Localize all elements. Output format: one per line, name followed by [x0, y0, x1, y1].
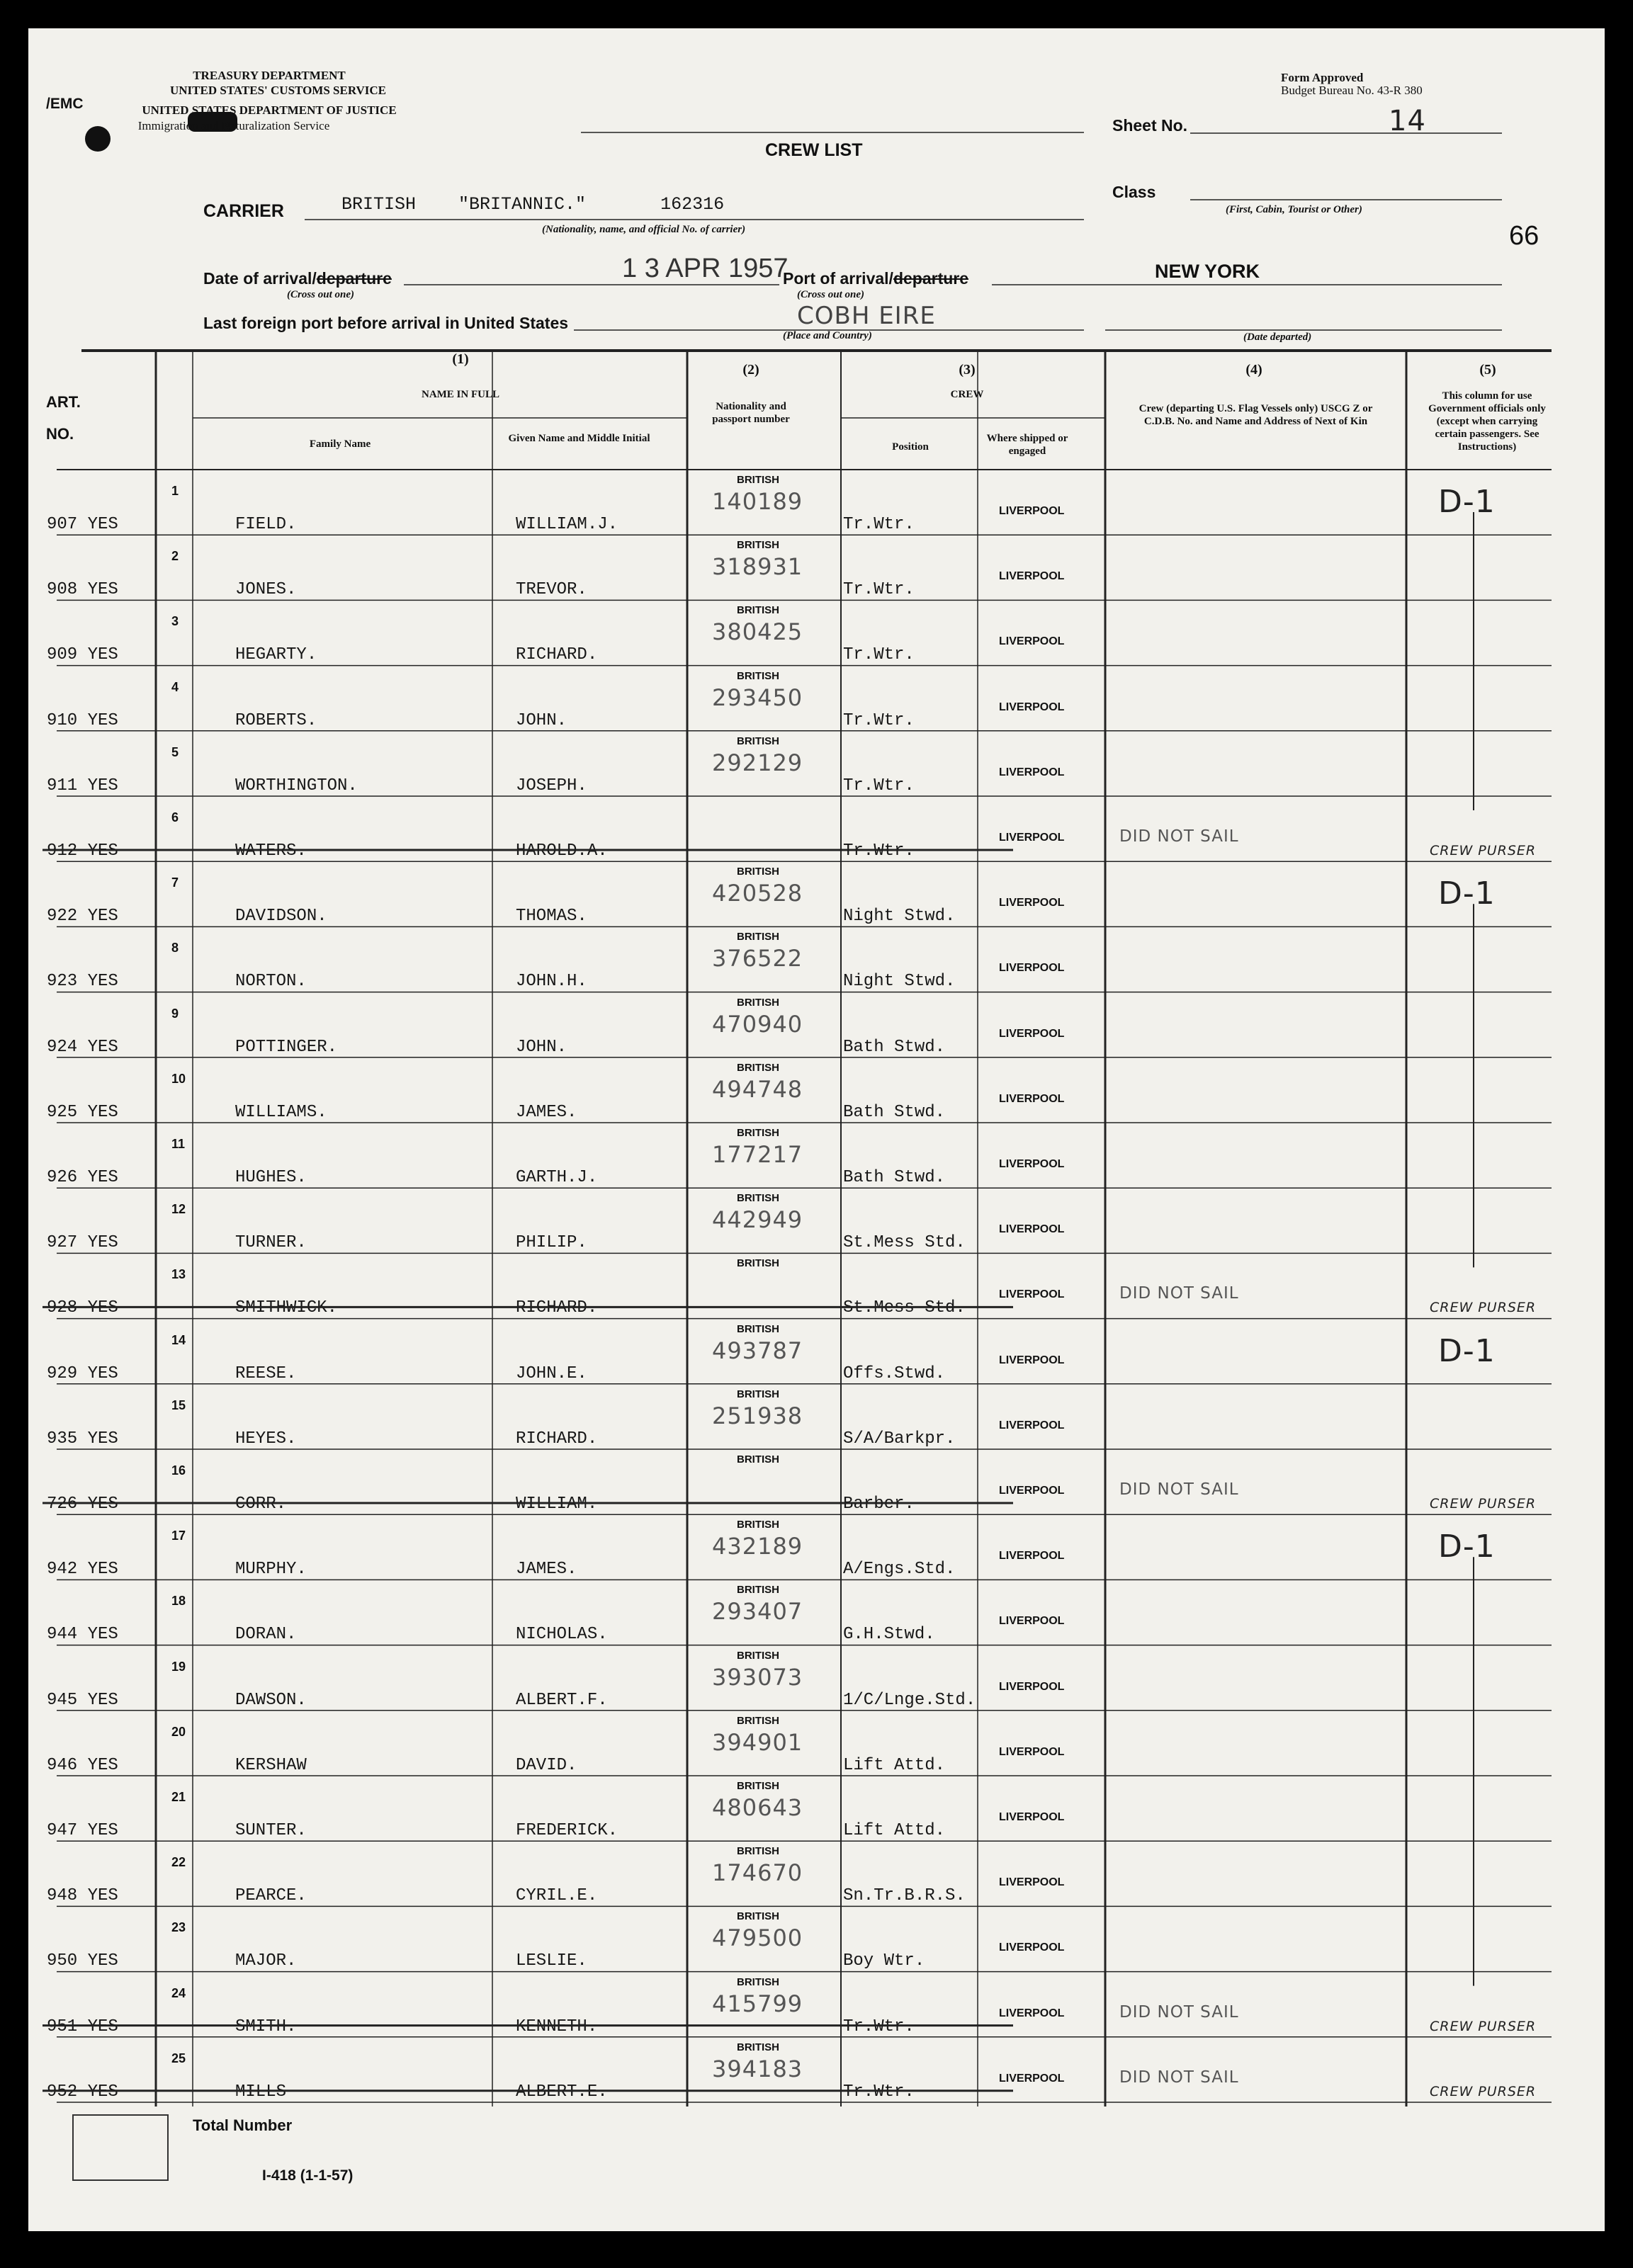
passport-number: 177217: [712, 1141, 803, 1168]
where-shipped: LIVERPOOL: [999, 1811, 1065, 1823]
position: Offs.Stwd.: [843, 1363, 946, 1383]
art-number: 907 YES: [47, 515, 118, 534]
where-shipped: LIVERPOOL: [999, 2007, 1065, 2019]
family-name: CORR.: [235, 1495, 287, 1514]
passport-number: 251938: [712, 1402, 803, 1429]
art-number: 726 YES: [47, 1495, 118, 1514]
nationality: BRITISH: [737, 866, 779, 878]
nationality: BRITISH: [737, 1845, 779, 1858]
passport-number: 174670: [712, 1859, 803, 1887]
carrier-value: BRITISH "BRITANNIC." 162316: [341, 194, 725, 215]
passport-number: 479500: [712, 1924, 803, 1952]
given-name: RICHARD.: [516, 1429, 598, 1448]
row-number: 16: [171, 1463, 186, 1478]
position: Lift Attd.: [843, 1821, 946, 1840]
art-number: 922 YES: [47, 907, 118, 926]
family-name: TURNER.: [235, 1233, 307, 1253]
passport-number: 493787: [712, 1337, 803, 1364]
position: Bath Stwd.: [843, 1037, 946, 1057]
position: St.Mess Std.: [843, 1298, 966, 1318]
given-name: DAVID.: [516, 1755, 577, 1775]
port-label: Port of arrival/departure: [783, 269, 969, 288]
nationality: BRITISH: [737, 1519, 779, 1531]
position: Tr.Wtr.: [843, 776, 915, 795]
where-shipped: LIVERPOOL: [999, 1419, 1065, 1431]
family-name: POTTINGER.: [235, 1037, 338, 1057]
passport-number: 415799: [712, 1990, 803, 2017]
family-name: MILLS: [235, 2082, 287, 2102]
where-shipped: LIVERPOOL: [999, 1941, 1065, 1954]
nationality: BRITISH: [737, 604, 779, 617]
given-name: NICHOLAS.: [516, 1625, 608, 1645]
passport-number: 470940: [712, 1010, 803, 1038]
agency-line-2: UNITED STATES' CUSTOMS SERVICE: [170, 84, 387, 97]
nationality: BRITISH: [737, 1257, 779, 1270]
row-number: 9: [171, 1006, 179, 1021]
last-port-value: COBH EIRE: [797, 302, 936, 330]
position: Barber.: [843, 1495, 915, 1514]
document-title: CREW LIST: [765, 140, 863, 160]
official-note: D-1: [1438, 1529, 1496, 1565]
position: A/Engs.Std.: [843, 1560, 956, 1580]
col3b-where-shipped: Where shipped or engaged: [986, 433, 1068, 457]
nationality: BRITISH: [737, 669, 779, 682]
agency-line-4: Immigration and Naturalization Service: [137, 119, 330, 132]
col5-number: (5): [1479, 362, 1496, 378]
position: Sn.Tr.B.R.S.: [843, 1886, 966, 1906]
family-name: KERSHAW: [235, 1755, 307, 1775]
port-value: NEW YORK: [1155, 261, 1260, 282]
art-number: 951 YES: [47, 2017, 118, 2036]
row-number: 11: [171, 1137, 186, 1151]
where-shipped: LIVERPOOL: [999, 570, 1065, 583]
nationality: BRITISH: [737, 1453, 779, 1465]
family-name: SMITHWICK.: [235, 1298, 338, 1318]
family-name: HEGARTY.: [235, 645, 317, 665]
nationality: BRITISH: [737, 474, 779, 486]
next-of-kin-note: DID NOT SAIL: [1119, 1284, 1239, 1303]
given-name: JAMES.: [516, 1102, 577, 1122]
row-number: 10: [171, 1071, 186, 1086]
family-name: MAJOR.: [235, 1951, 297, 1971]
where-shipped: LIVERPOOL: [999, 1223, 1065, 1236]
official-note: CREW PURSER: [1430, 843, 1537, 858]
row-number: 13: [171, 1267, 186, 1282]
official-note: D-1: [1438, 875, 1496, 912]
port-caption: (Cross out one): [797, 289, 865, 300]
family-name: DORAN.: [235, 1625, 297, 1645]
given-name: KENNETH.: [516, 2017, 598, 2036]
passport-number: 393073: [712, 1663, 803, 1691]
where-shipped: LIVERPOOL: [999, 1615, 1065, 1628]
position: Bath Stwd.: [843, 1102, 946, 1122]
position: Tr.Wtr.: [843, 515, 915, 534]
row-number: 22: [171, 1855, 186, 1870]
position: Tr.Wtr.: [843, 2017, 915, 2036]
passport-number: 394901: [712, 1728, 803, 1756]
art-number: 926 YES: [47, 1168, 118, 1187]
art-number: 925 YES: [47, 1102, 118, 1122]
family-name: PEARCE.: [235, 1886, 307, 1906]
where-shipped: LIVERPOOL: [999, 1027, 1065, 1040]
position: Bath Stwd.: [843, 1168, 946, 1187]
art-number: 910 YES: [47, 710, 118, 730]
family-name: HEYES.: [235, 1429, 297, 1448]
where-shipped: LIVERPOOL: [999, 1680, 1065, 1693]
position: 1/C/Lnge.Std.: [843, 1690, 976, 1710]
art-number: 928 YES: [47, 1298, 118, 1318]
row-number: 14: [171, 1332, 186, 1347]
given-name: JAMES.: [516, 1560, 577, 1580]
row-number: 24: [171, 1985, 186, 2000]
art-number: 924 YES: [47, 1037, 118, 1057]
no-label: NO.: [46, 425, 74, 443]
row-number: 25: [171, 2051, 186, 2065]
col2-number: (2): [742, 362, 759, 378]
art-number: 908 YES: [47, 580, 118, 600]
date-caption: (Cross out one): [287, 289, 355, 300]
art-number: 911 YES: [47, 776, 118, 795]
given-name: JOHN.: [516, 710, 567, 730]
form-approved: Form Approved: [1281, 71, 1364, 84]
position: St.Mess Std.: [843, 1233, 966, 1253]
where-shipped: LIVERPOOL: [999, 1158, 1065, 1170]
where-shipped: LIVERPOOL: [999, 962, 1065, 975]
position: Night Stwd.: [843, 972, 956, 992]
family-name: FIELD.: [235, 515, 297, 534]
official-note: CREW PURSER: [1430, 2083, 1537, 2099]
official-note: CREW PURSER: [1430, 2018, 1537, 2034]
col1-number: (1): [452, 351, 469, 367]
given-name: GARTH.J.: [516, 1168, 598, 1187]
carrier-caption: (Nationality, name, and official No. of carrier): [542, 224, 746, 235]
row-number: 5: [171, 744, 179, 759]
row-number: 12: [171, 1202, 186, 1217]
emc-mark: /EMC: [46, 96, 84, 112]
col1b-given-name: Given Name and Middle Initial: [508, 433, 650, 444]
given-name: RICHARD.: [516, 1298, 598, 1318]
agency-line-3: UNITED STATES DEPARTMENT OF JUSTICE: [142, 103, 397, 117]
position: Tr.Wtr.: [843, 2082, 915, 2102]
budget-bureau: Budget Bureau No. 43-R 380: [1281, 84, 1423, 97]
row-number: 15: [171, 1397, 186, 1412]
given-name: CYRIL.E.: [516, 1886, 598, 1906]
where-shipped: LIVERPOOL: [999, 832, 1065, 844]
given-name: JOHN.E.: [516, 1363, 587, 1383]
family-name: JONES.: [235, 580, 297, 600]
official-note: CREW PURSER: [1430, 1496, 1537, 1512]
where-shipped: LIVERPOOL: [999, 1092, 1065, 1105]
family-name: SMITH.: [235, 2017, 297, 2036]
passport-number: 318931: [712, 553, 803, 581]
col2-title: Nationality and passport number: [712, 401, 790, 425]
nationality: BRITISH: [737, 1714, 779, 1727]
family-name: ROBERTS.: [235, 710, 317, 730]
passport-number: 293407: [712, 1598, 803, 1626]
position: Tr.Wtr.: [843, 580, 915, 600]
col3-number: (3): [959, 362, 976, 378]
row-number: 20: [171, 1724, 186, 1739]
passport-number: 140189: [712, 488, 803, 515]
row-number: 2: [171, 549, 179, 564]
row-number: 8: [171, 941, 179, 956]
given-name: WILLIAM.: [516, 1495, 598, 1514]
position: S/A/Barkpr.: [843, 1429, 956, 1448]
given-name: TREVOR.: [516, 580, 587, 600]
page-number: 66: [1509, 221, 1539, 251]
next-of-kin-note: DID NOT SAIL: [1119, 827, 1239, 846]
where-shipped: LIVERPOOL: [999, 1745, 1065, 1758]
agency-line-1: TREASURY DEPARTMENT: [193, 69, 346, 82]
col5-title: This column for use Government officials only (except when carrying certain passengers. See Instructions): [1428, 390, 1546, 453]
nationality: BRITISH: [737, 1649, 779, 1662]
family-name: WATERS.: [235, 841, 307, 861]
art-number: 947 YES: [47, 1821, 118, 1840]
date-label: Date of arrival/departure: [203, 269, 392, 288]
where-shipped: LIVERPOOL: [999, 766, 1065, 778]
given-name: FREDERICK.: [516, 1821, 618, 1840]
form-code: I-418 (1-1-57): [262, 2167, 354, 2184]
total-number-label: Total Number: [193, 2116, 293, 2134]
col3a-position: Position: [892, 441, 929, 453]
given-name: PHILIP.: [516, 1233, 587, 1253]
where-shipped: LIVERPOOL: [999, 635, 1065, 648]
position: Lift Attd.: [843, 1755, 946, 1775]
where-shipped: LIVERPOOL: [999, 2072, 1065, 2085]
where-shipped: LIVERPOOL: [999, 505, 1065, 517]
art-number: 927 YES: [47, 1233, 118, 1253]
col3-title: CREW: [950, 389, 984, 400]
nationality: BRITISH: [737, 1910, 779, 1923]
last-port-label: Last foreign port before arrival in United States: [203, 314, 569, 332]
art-label: ART.: [46, 393, 81, 411]
given-name: JOHN.H.: [516, 972, 587, 992]
nationality: BRITISH: [737, 1780, 779, 1792]
row-number: 3: [171, 614, 179, 629]
sheet-label: Sheet No.: [1112, 116, 1188, 135]
passport-number: 480643: [712, 1794, 803, 1821]
official-note: CREW PURSER: [1430, 1300, 1537, 1316]
where-shipped: LIVERPOOL: [999, 897, 1065, 909]
family-name: SUNTER.: [235, 1821, 307, 1840]
official-note: D-1: [1438, 484, 1496, 520]
family-name: MURPHY.: [235, 1560, 307, 1580]
art-number: 935 YES: [47, 1429, 118, 1448]
art-number: 950 YES: [47, 1951, 118, 1971]
date-value: 1 3 APR 1957: [622, 254, 789, 283]
where-shipped: LIVERPOOL: [999, 1876, 1065, 1889]
art-number: 946 YES: [47, 1755, 118, 1775]
row-number: 6: [171, 810, 179, 824]
given-name: HAROLD.A.: [516, 841, 608, 861]
art-number: 944 YES: [47, 1625, 118, 1645]
nationality: BRITISH: [737, 2041, 779, 2053]
where-shipped: LIVERPOOL: [999, 701, 1065, 713]
position: Tr.Wtr.: [843, 645, 915, 665]
row-number: 1: [171, 484, 179, 498]
passport-number: 380425: [712, 618, 803, 646]
art-number: 909 YES: [47, 645, 118, 665]
given-name: JOSEPH.: [516, 776, 587, 795]
art-number: 948 YES: [47, 1886, 118, 1906]
official-note: D-1: [1438, 1332, 1496, 1369]
row-number: 23: [171, 1920, 186, 1935]
where-shipped: LIVERPOOL: [999, 1550, 1065, 1563]
passport-number: 293450: [712, 684, 803, 711]
nationality: BRITISH: [737, 996, 779, 1009]
art-number: 923 YES: [47, 972, 118, 992]
class-caption: (First, Cabin, Tourist or Other): [1226, 204, 1362, 215]
family-name: DAWSON.: [235, 1690, 307, 1710]
position: Tr.Wtr.: [843, 710, 915, 730]
art-number: 942 YES: [47, 1560, 118, 1580]
given-name: WILLIAM.J.: [516, 515, 618, 534]
next-of-kin-note: DID NOT SAIL: [1119, 2002, 1239, 2022]
nationality: BRITISH: [737, 1584, 779, 1597]
row-number: 21: [171, 1790, 186, 1804]
carrier-label: CARRIER: [203, 201, 284, 221]
position: G.H.Stwd.: [843, 1625, 935, 1645]
given-name: LESLIE.: [516, 1951, 587, 1971]
passport-number: 394183: [712, 2055, 803, 2082]
family-name: DAVIDSON.: [235, 907, 327, 926]
nationality: BRITISH: [737, 735, 779, 747]
art-number: 952 YES: [47, 2082, 118, 2102]
position: Boy Wtr.: [843, 1951, 925, 1971]
passport-number: 442949: [712, 1206, 803, 1234]
given-name: THOMAS.: [516, 907, 587, 926]
class-label: Class: [1112, 183, 1156, 201]
row-number: 18: [171, 1594, 186, 1609]
nationality: BRITISH: [737, 1127, 779, 1139]
family-name: NORTON.: [235, 972, 307, 992]
art-number: 945 YES: [47, 1690, 118, 1710]
passport-number: 376522: [712, 945, 803, 973]
art-number: 929 YES: [47, 1363, 118, 1383]
passport-number: 292129: [712, 749, 803, 776]
col1-title: NAME IN FULL: [421, 389, 499, 400]
col1a-family-name: Family Name: [309, 438, 371, 450]
family-name: REESE.: [235, 1363, 297, 1383]
date-departed-caption: (Date departed): [1243, 331, 1312, 343]
sheet-value: 14: [1389, 105, 1426, 137]
next-of-kin-note: DID NOT SAIL: [1119, 2068, 1239, 2087]
position: Tr.Wtr.: [843, 841, 915, 861]
where-shipped: LIVERPOOL: [999, 1485, 1065, 1497]
col4-title: Crew (departing U.S. Flag Vessels only) USCG Z or C.D.B. No. and Name and Address of Next of Kin: [1138, 403, 1373, 427]
passport-number: 494748: [712, 1075, 803, 1103]
nationality: BRITISH: [737, 1192, 779, 1205]
passport-number: 432189: [712, 1533, 803, 1560]
given-name: ALBERT.F.: [516, 1690, 608, 1710]
art-number: 912 YES: [47, 841, 118, 861]
col4-number: (4): [1245, 362, 1262, 378]
where-shipped: LIVERPOOL: [999, 1354, 1065, 1366]
nationality: BRITISH: [737, 1061, 779, 1074]
given-name: JOHN.: [516, 1037, 567, 1057]
nationality: BRITISH: [737, 931, 779, 943]
given-name: ALBERT.E.: [516, 2082, 608, 2102]
crew-list-document: [28, 28, 1605, 2231]
nationality: BRITISH: [737, 539, 779, 552]
row-number: 19: [171, 1659, 186, 1674]
row-number: 7: [171, 875, 179, 890]
passport-number: 420528: [712, 880, 803, 907]
family-name: WORTHINGTON.: [235, 776, 358, 795]
table-grid: [28, 28, 1605, 2231]
row-number: 4: [171, 679, 179, 694]
next-of-kin-note: DID NOT SAIL: [1119, 1480, 1239, 1499]
place-caption: (Place and Country): [783, 330, 872, 341]
nationality: BRITISH: [737, 1975, 779, 1988]
family-name: HUGHES.: [235, 1168, 307, 1187]
family-name: WILLIAMS.: [235, 1102, 327, 1122]
row-number: 17: [171, 1529, 186, 1543]
position: Night Stwd.: [843, 907, 956, 926]
where-shipped: LIVERPOOL: [999, 1288, 1065, 1301]
nationality: BRITISH: [737, 1322, 779, 1335]
given-name: RICHARD.: [516, 645, 598, 665]
nationality: BRITISH: [737, 1388, 779, 1400]
